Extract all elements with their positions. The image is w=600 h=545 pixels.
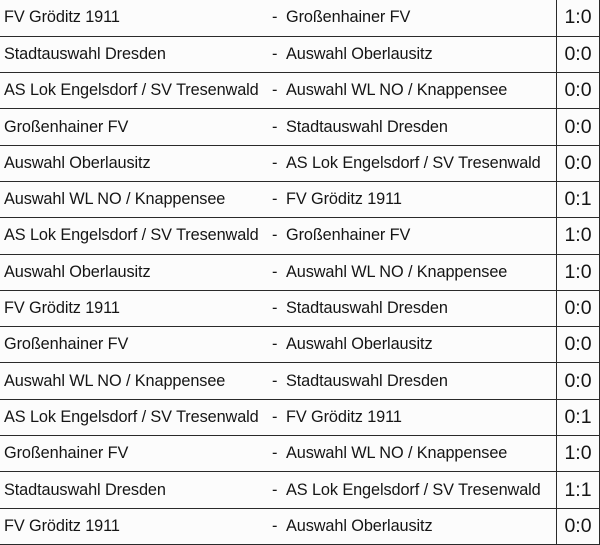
table-row (0, 472, 600, 508)
separator-dash: - (272, 262, 278, 281)
away-team: Auswahl Oberlausitz (286, 44, 433, 63)
separator-dash: - (272, 153, 278, 172)
away-cell (272, 145, 557, 181)
separator-dash: - (272, 8, 278, 27)
home-team: Auswahl WL NO / Knappensee (0, 181, 272, 217)
away-team: Großenhainer FV (286, 8, 411, 27)
away-cell (272, 327, 557, 363)
away-team: FV Gröditz 1911 (286, 190, 402, 209)
score: 0:1 (557, 399, 600, 435)
score: 0:0 (557, 145, 600, 181)
away-cell (272, 218, 557, 254)
home-team: FV Gröditz 1911 (0, 508, 272, 544)
score: 0:0 (557, 363, 600, 399)
away-cell (272, 36, 557, 72)
separator-dash: - (272, 44, 278, 63)
table-row (0, 436, 600, 472)
home-team: AS Lok Engelsdorf / SV Tresenwald (0, 218, 272, 254)
home-team: Auswahl Oberlausitz (0, 254, 272, 290)
score: 1:0 (557, 436, 600, 472)
home-team: Auswahl Oberlausitz (0, 145, 272, 181)
away-cell (272, 472, 557, 508)
table-row (0, 73, 600, 109)
score: 0:0 (557, 109, 600, 145)
away-team: Stadtauswahl Dresden (286, 299, 448, 318)
table-row (0, 327, 600, 363)
away-cell (272, 436, 557, 472)
score: 1:0 (557, 254, 600, 290)
separator-dash: - (272, 335, 278, 354)
away-cell (272, 508, 557, 544)
away-team: Großenhainer FV (286, 226, 411, 245)
separator-dash: - (272, 81, 278, 100)
away-team: Auswahl Oberlausitz (286, 335, 433, 354)
score: 0:0 (557, 36, 600, 72)
home-team: AS Lok Engelsdorf / SV Tresenwald (0, 73, 272, 109)
away-team: Auswahl Oberlausitz (286, 516, 433, 535)
table-row (0, 36, 600, 72)
separator-dash: - (272, 371, 278, 390)
table-row (0, 218, 600, 254)
away-cell (272, 254, 557, 290)
table-row (0, 508, 600, 544)
away-cell (272, 363, 557, 399)
score: 1:1 (557, 472, 600, 508)
away-team: Auswahl WL NO / Knappensee (286, 81, 508, 100)
home-team: AS Lok Engelsdorf / SV Tresenwald (0, 399, 272, 435)
table-row (0, 399, 600, 435)
home-team: FV Gröditz 1911 (0, 0, 272, 36)
home-team: Großenhainer FV (0, 327, 272, 363)
away-cell (272, 290, 557, 326)
away-cell (272, 109, 557, 145)
away-team: Stadtauswahl Dresden (286, 371, 448, 390)
home-team: Stadtauswahl Dresden (0, 472, 272, 508)
away-team: FV Gröditz 1911 (286, 407, 402, 426)
separator-dash: - (272, 407, 278, 426)
table-row (0, 254, 600, 290)
away-team: AS Lok Engelsdorf / SV Tresenwald (286, 153, 541, 172)
home-team: Stadtauswahl Dresden (0, 36, 272, 72)
score: 0:1 (557, 181, 600, 217)
score: 0:0 (557, 73, 600, 109)
home-team: FV Gröditz 1911 (0, 290, 272, 326)
table-row (0, 109, 600, 145)
separator-dash: - (272, 299, 278, 318)
table-row (0, 290, 600, 326)
home-team: Großenhainer FV (0, 109, 272, 145)
home-team: Großenhainer FV (0, 436, 272, 472)
away-team: AS Lok Engelsdorf / SV Tresenwald (286, 480, 541, 499)
score: 0:0 (557, 290, 600, 326)
separator-dash: - (272, 226, 278, 245)
away-team: Stadtauswahl Dresden (286, 117, 448, 136)
separator-dash: - (272, 480, 278, 499)
separator-dash: - (272, 117, 278, 136)
away-cell (272, 73, 557, 109)
table-row (0, 145, 600, 181)
score: 1:0 (557, 0, 600, 36)
separator-dash: - (272, 190, 278, 209)
score: 0:0 (557, 327, 600, 363)
away-team: Auswahl WL NO / Knappensee (286, 444, 508, 463)
away-cell (272, 399, 557, 435)
away-cell (272, 181, 557, 217)
table-row (0, 363, 600, 399)
score: 0:0 (557, 508, 600, 544)
table-row (0, 181, 600, 217)
separator-dash: - (272, 444, 278, 463)
home-team: Auswahl WL NO / Knappensee (0, 363, 272, 399)
away-team: Auswahl WL NO / Knappensee (286, 262, 508, 281)
table-row (0, 0, 600, 36)
separator-dash: - (272, 516, 278, 535)
away-cell (272, 0, 557, 36)
score: 1:0 (557, 218, 600, 254)
